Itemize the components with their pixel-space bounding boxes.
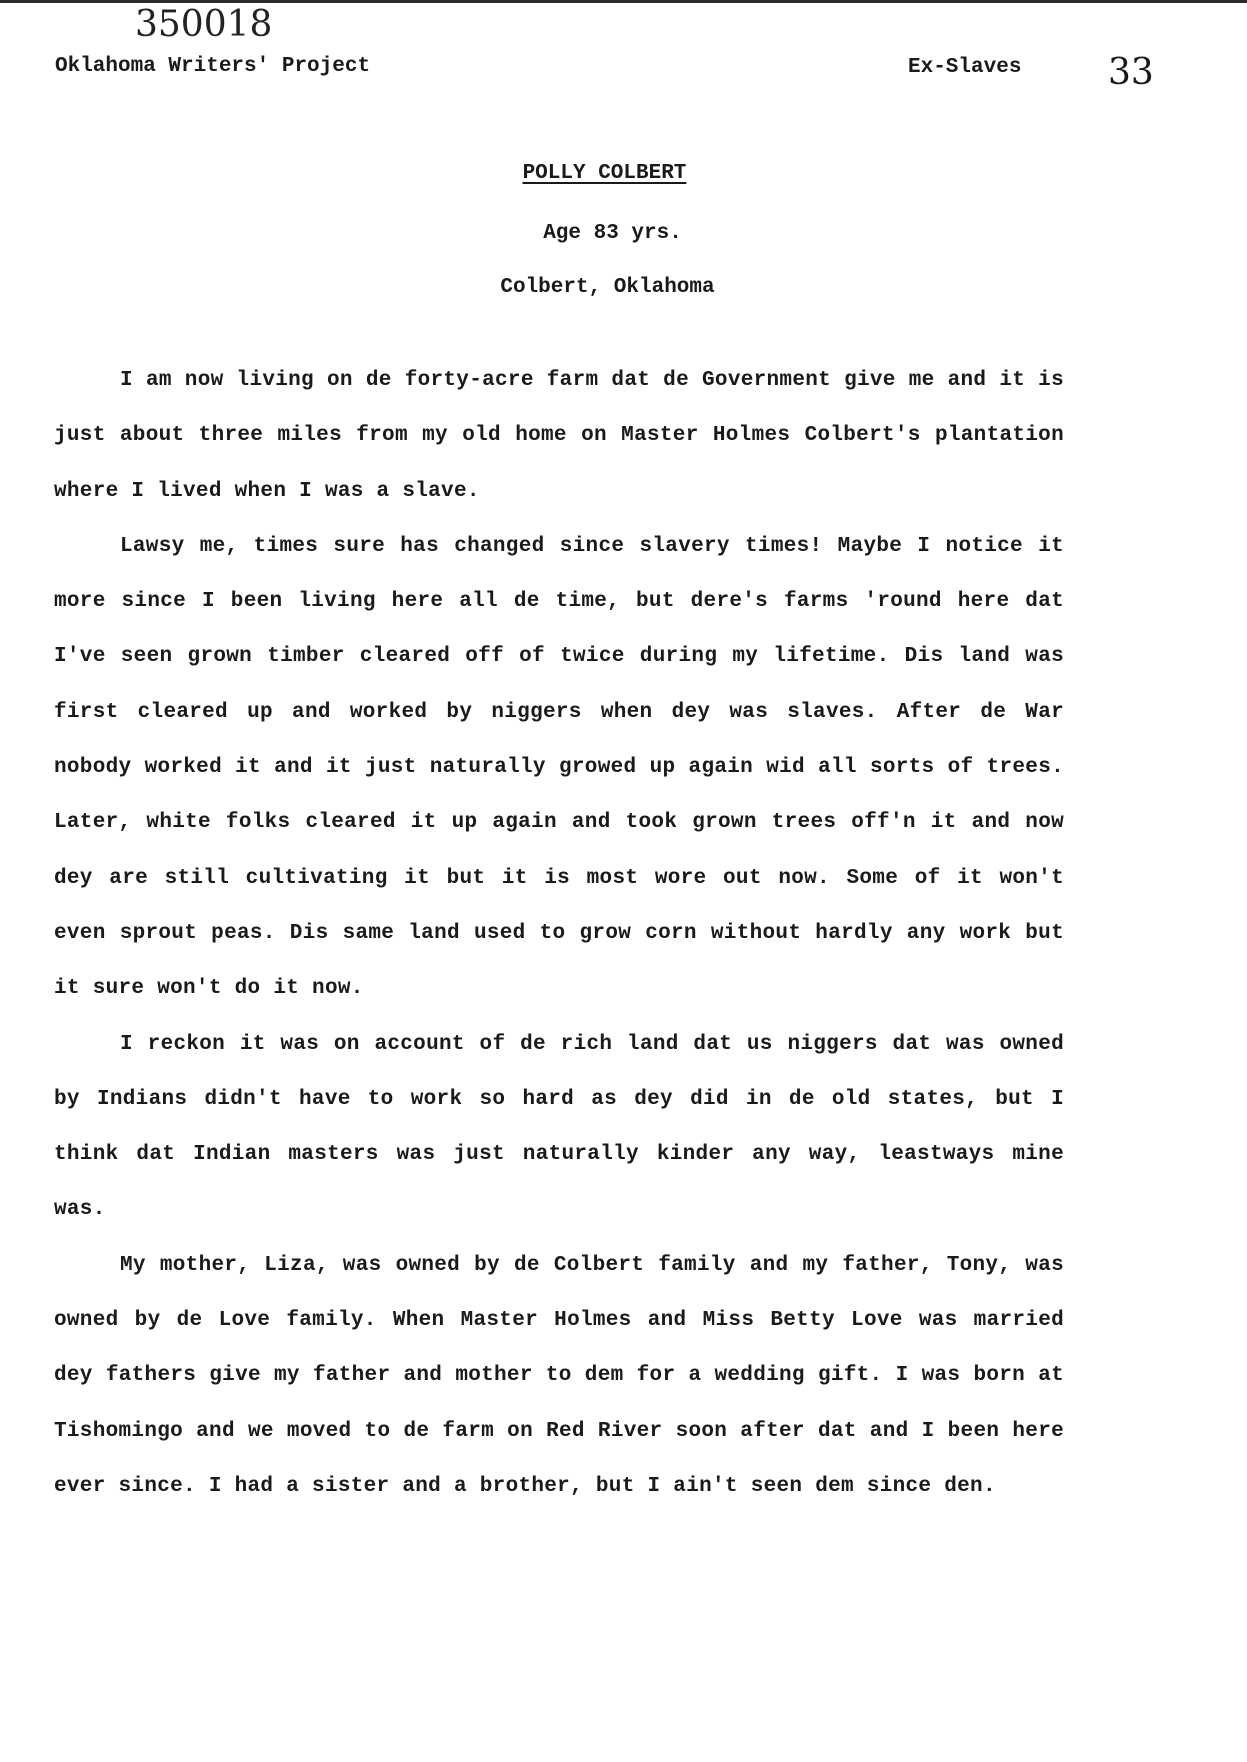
project-name: Oklahoma Writers' Project: [55, 55, 371, 78]
title-block: [0, 162, 1247, 185]
paragraph: I am now living on de forty-acre farm dat de Government give me and it is just about three miles from my old home on Master Holmes Colbert's plantation where I lived when I was a slave.: [54, 369, 1064, 503]
narrative-body: [54, 353, 1064, 1514]
subject-age-line: [0, 222, 1247, 245]
page-number: 33: [1108, 52, 1154, 93]
subject-name: POLLY COLBERT: [522, 162, 687, 185]
paragraph: Lawsy me, times sure has changed since slavery times! Maybe I notice it more since I been living here all de time, but dere's farms 'round here dat I've seen grown timber cleared off of twice during my lifetime. Dis land was first cleared up and worked by niggers when dey was slaves. After de War nobody worked it and it just naturally growed up again wid all sorts of trees. Later, white folks cleared it up again and took grown trees off'n it and now dey are still cultivating it but it is most wore out now. Some of it won't even sprout peas. Dis same land used to grow corn without hardly any work but it sure won't do it now.: [54, 534, 1064, 1001]
subject-age: Age 83 yrs.: [543, 222, 682, 245]
top-border-line: [0, 0, 1247, 3]
series-label: Ex-Slaves: [908, 56, 1022, 79]
subject-location: Colbert, Oklahoma: [500, 276, 715, 299]
paragraph: My mother, Liza, was owned by de Colbert family and my father, Tony, was owned by de Love family. When Master Holmes and Miss Betty Love was married dey fathers give my father and mother to dem for a wedding gift. I was born at Tishomingo and we moved to de farm on Red River soon after dat and I been here ever since. I had a sister and a brother, but I ain't seen dem since den.: [54, 1253, 1064, 1498]
subject-location-line: [0, 276, 1247, 299]
paragraph: I reckon it was on account of de rich land dat us niggers dat was owned by Indians didn't have to work so hard as dey did in de old states, but I think dat Indian masters was just naturally kinder any way, leastways mine was.: [54, 1032, 1064, 1222]
document-number: 350018: [135, 4, 273, 45]
